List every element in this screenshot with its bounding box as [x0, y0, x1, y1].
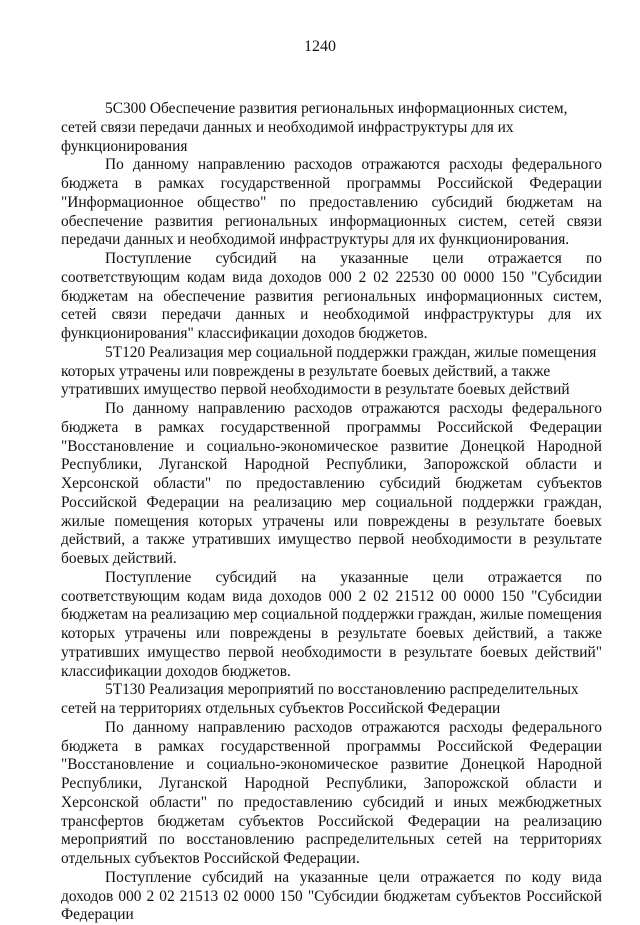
section-heading-5t130: 5Т130 Реализация мероприятий по восстановлению распределительных сетей на территориях отдельных субъектов Российской Федерации [61, 681, 579, 717]
page-number: 1240 [304, 38, 336, 55]
section-heading-5t120: 5Т120 Реализация мер социальной поддержки граждан, жилые помещения которых утрачены или повреждены в результате боевых действий, а также утративших имущество первой необходимости в результате боевых действий [61, 343, 597, 399]
section-heading-5c300: 5С300 Обеспечение развития региональных информационных систем, сетей связи передачи данных и необходимой инфраструктуры для их функционирования [61, 100, 568, 155]
paragraph: По данному направлению расходов отражаются расходы федерального бюджета в рамках государственной программы Российской Федерации "Информационное общество" по предоставлению субсидий бюджетам на обеспечение развития региональных информационных систем, сетей связи передачи данных и необходимой инфраструктуры для их функционирования. [61, 156, 602, 249]
paragraph: Поступление субсидий на указанные цели отражается по коду вида доходов 000 2 02 21513 02 0000 150 "Субсидии бюджетам субъектов Российской Федерации [61, 868, 602, 924]
paragraph: Поступление субсидий на указанные цели отражается по соответствующим кодам вида доходов 000 2 02 22530 00 0000 150 "Субсидии бюджетам на обеспечение развития региональных информационных систем, сетей связи передачи данных и необходимой инфраструктуры для их функционирования" классификации доходов бюджетов. [61, 250, 602, 342]
paragraph: По данному направлению расходов отражаются расходы федерального бюджета в рамках государственной программы Российской Федерации "Восстановление и социально-экономическое развитие Донецкой Народной Республики, Луганской Народной Республики, Запорожской области и Херсонской области" по предоставлению субсидий и иных межбюджетных трансфертов бюджетам субъектов Российской Федерации на реализацию мероприятий по восстановлению распределительных сетей на территориях отдельных субъектов Российской Федерации. [61, 718, 602, 867]
paragraph: Поступление субсидий на указанные цели отражается по соответствующим кодам вида доходов 000 2 02 21512 00 0000 150 "Субсидии бюджетам на реализацию мер социальной поддержки граждан, жилые помещения которых утрачены или повреждены в результате боевых действий, а также утративших имущество первой необходимости в результате боевых действий" классификации доходов бюджетов. [61, 568, 602, 680]
paragraph: По данному направлению расходов отражаются расходы федерального бюджета в рамках государственной программы Российской Федерации "Восстановление и социально-экономическое развитие Донецкой Народной Республики, Луганской Народной Республики, Запорожской области и Херсонской области" по предоставлению субсидий бюджетам субъектов Российской Федерации на реализацию мер социальной поддержки граждан, жилые помещения которых утрачены или повреждены в результате боевых действий, а также утративших имущество первой необходимости в результате боевых действий. [61, 400, 602, 567]
document-body [61, 100, 602, 925]
